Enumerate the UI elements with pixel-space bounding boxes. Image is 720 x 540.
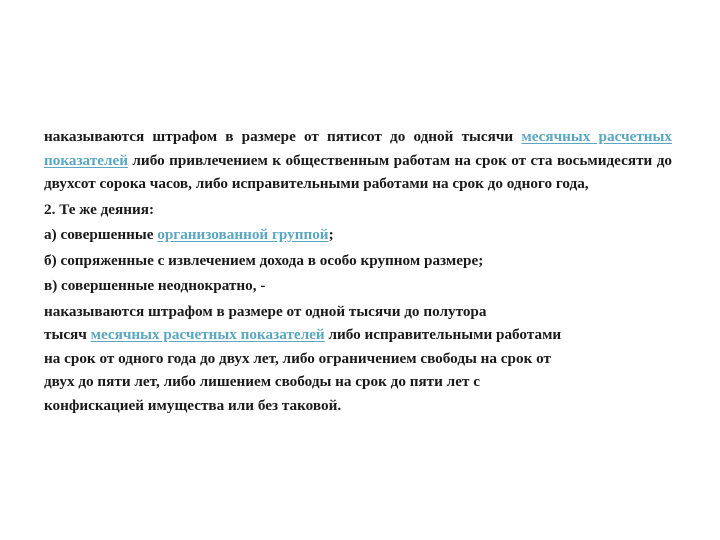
item-b: б) сопряженные с извлечением дохода в особо крупном размере;: [44, 251, 484, 269]
link-monthly-indicators[interactable]: месячных расчетных показателей: [90, 326, 325, 343]
link-indicators[interactable]: показателей: [44, 151, 128, 169]
penalty-text-rest: либо привлечением к общественным работам на срок от ста восьмидесяти до двухсот сорока часов, либо исправительными работами на срок до одного года,: [44, 151, 672, 192]
penalty2-line-2-prefix: тысяч: [44, 326, 91, 343]
penalty2-line-2: [44, 323, 672, 347]
penalty2-line-5: конфискацией имущества или без таковой.: [44, 396, 342, 414]
item-a-prefix: а) совершенные: [44, 226, 158, 243]
item-2-heading: 2. Те же деяния:: [44, 200, 155, 218]
link-monthly-calculation[interactable]: месячных расчетных: [521, 128, 672, 145]
penalty2-line-3: на срок от одного года до двух лет, либо ограничением свободы на срок от: [44, 349, 551, 367]
document-body: [44, 125, 672, 417]
penalty2-line-2-suffix: либо исправительными работами: [324, 326, 562, 343]
item-a-suffix: ;: [328, 226, 334, 243]
item-v: в) совершенные неоднократно, -: [44, 277, 266, 294]
penalty2-line-1: наказываются штрафом в размере от одной тысячи до полутора: [44, 302, 487, 320]
penalty-paragraph-2: [44, 300, 672, 418]
link-organized-group[interactable]: организованной группой: [157, 226, 329, 243]
penalty-text-start: наказываются штрафом в размере от пятисот до одной тысячи: [44, 128, 522, 145]
item-a: [44, 223, 672, 247]
penalty-paragraph-1: [44, 125, 672, 196]
penalty2-line-4: двух до пяти лет, либо лишением свободы на срок до пяти лет с: [44, 373, 480, 390]
